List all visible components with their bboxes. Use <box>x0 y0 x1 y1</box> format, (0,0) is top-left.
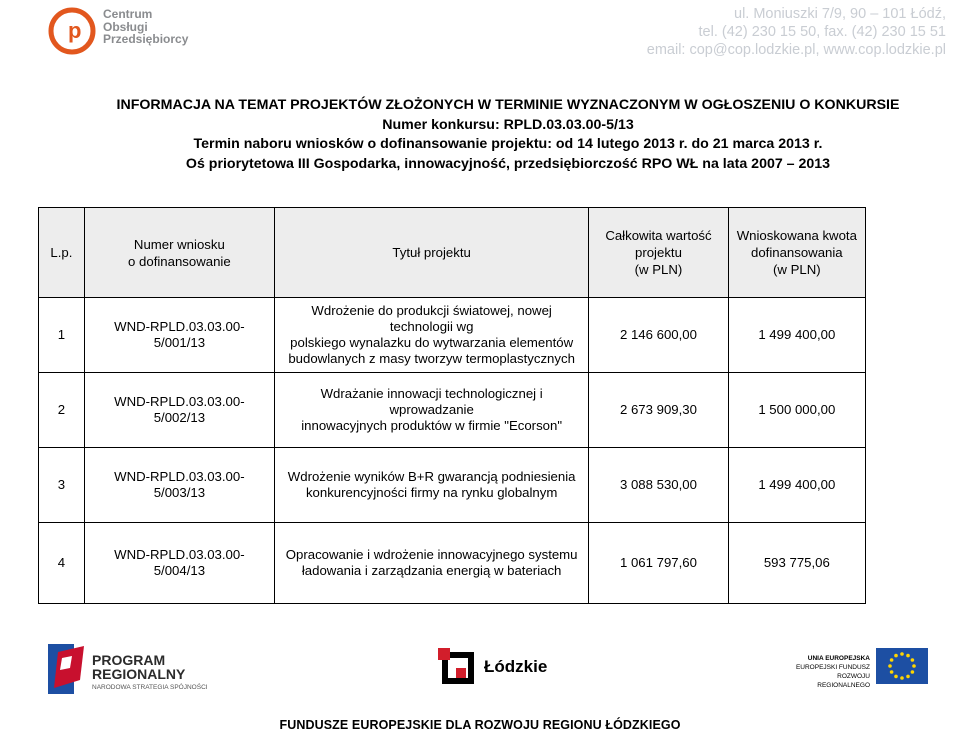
cell-tytul <box>274 448 588 523</box>
header-text: Numer wniosku <box>133 236 225 252</box>
cell-kwota: 1 499 400,00 <box>728 298 865 373</box>
cell-wartosc: 3 088 530,00 <box>589 448 728 523</box>
eu-line: EUROPEJSKI FUNDUSZ <box>795 664 870 671</box>
lodzkie-text: Łódzkie <box>484 657 548 676</box>
header-text: Wnioskowana kwota <box>736 228 857 243</box>
announcement-titles <box>0 96 960 174</box>
tytul-line: Wdrożenie wyników B+R gwarancją podniesienia <box>287 469 576 484</box>
col-header-lp: L.p. <box>39 208 85 298</box>
cell-wartosc: 2 673 909,30 <box>589 373 728 448</box>
contact-line: email: cop@cop.lodzkie.pl, www.cop.lodzkie.pl <box>646 42 946 58</box>
cell-tytul <box>274 523 588 604</box>
tytul-line: Opracowanie i wdrożenie innowacyjnego systemu <box>285 547 578 562</box>
eu-flag-icon <box>876 648 928 684</box>
tytul-line: Wdrożenie do produkcji światowej, nowej technologii wg <box>311 303 552 334</box>
table-row <box>39 523 866 604</box>
footer-funds-text: FUNDUSZE EUROPEJSKIE DLA ROZWOJU REGIONU ŁÓDZKIEGO <box>279 718 681 732</box>
cell-lp: 4 <box>39 523 85 604</box>
cell-numer: WND-RPLD.03.03.00-5/003/13 <box>84 448 274 523</box>
cop-logo-text <box>103 8 188 46</box>
svg-text:p: p <box>68 18 82 43</box>
header-text: (w PLN) <box>773 262 821 277</box>
eu-logo <box>788 644 933 690</box>
program-regionalny-logo <box>44 640 219 698</box>
lodzkie-logo <box>438 648 548 688</box>
cell-wartosc: 1 061 797,60 <box>589 523 728 604</box>
cell-tytul <box>274 373 588 448</box>
eu-line: UNIA EUROPEJSKA <box>807 655 870 662</box>
cell-lp: 3 <box>39 448 85 523</box>
tytul-line: polskiego wynalazku do wytwarzania elementów <box>290 335 574 350</box>
lodzkie-icon <box>438 648 478 688</box>
col-header-wartosc <box>589 208 728 298</box>
title-deadline: Termin naboru wniosków o dofinansowanie projektu: od 14 lutego 2013 r. do 21 marca 2013 r. <box>193 136 823 152</box>
program-regionalny-icon <box>44 640 88 698</box>
logo-line-2: Obsługi <box>103 19 148 34</box>
header-text: (w PLN) <box>634 262 683 277</box>
tytul-line: innowacyjnych produktów w firmie "Ecorson" <box>301 418 563 433</box>
projects-table <box>38 207 866 604</box>
cell-lp: 2 <box>39 373 85 448</box>
table-header-row <box>39 208 866 298</box>
header-text: dofinansowania <box>750 245 843 260</box>
title-contest-number: Numer konkursu: RPLD.03.03.00-5/13 <box>382 116 634 133</box>
col-header-tytul: Tytuł projektu <box>274 208 588 298</box>
cell-tytul <box>274 298 588 373</box>
eu-line: ROZWOJU REGIONALNEGO <box>817 673 870 689</box>
cell-numer: WND-RPLD.03.03.00-5/001/13 <box>84 298 274 373</box>
header-text: o dofinansowanie <box>128 253 231 269</box>
cell-kwota: 593 775,06 <box>728 523 865 604</box>
cell-lp: 1 <box>39 298 85 373</box>
address-block <box>647 5 946 59</box>
header-text: Całkowita wartość <box>605 228 712 243</box>
program-subtitle: NARODOWA STRATEGIA SPÓJNOŚCI <box>92 684 208 691</box>
program-line: REGIONALNY <box>92 666 186 682</box>
cell-numer: WND-RPLD.03.03.00-5/004/13 <box>84 523 274 604</box>
cell-kwota: 1 500 000,00 <box>728 373 865 448</box>
header-text: projektu <box>635 245 682 260</box>
title-main: INFORMACJA NA TEMAT PROJEKTÓW ZŁOŻONYCH W TERMINIE WYZNACZONYM W OGŁOSZENIU O KONKURSIE <box>116 97 900 113</box>
logo-line-3: Przedsiębiorcy <box>103 32 189 46</box>
table-row <box>39 448 866 523</box>
cell-wartosc: 2 146 600,00 <box>589 298 728 373</box>
program-line: PROGRAM <box>92 652 166 668</box>
table-row <box>39 373 866 448</box>
logo-line-1: Centrum <box>103 7 153 21</box>
col-header-kwota <box>728 208 865 298</box>
cell-numer: WND-RPLD.03.03.00-5/002/13 <box>84 373 274 448</box>
tytul-line: Wdrażanie innowacji technologicznej i wprowadzanie <box>320 386 543 417</box>
tytul-line: ładowania i zarządzania energią w bateriach <box>301 563 562 578</box>
title-priority-axis: Oś priorytetowa III Gospodarka, innowacyjność, przedsiębiorczość RPO WŁ na lata 2007 – 2013 <box>185 155 831 172</box>
col-header-numer <box>84 208 274 298</box>
cell-kwota: 1 499 400,00 <box>728 448 865 523</box>
address-line: ul. Moniuszki 7/9, 90 – 101 Łódź, <box>734 6 946 22</box>
phone-line: tel. (42) 230 15 50, fax. (42) 230 15 51 <box>698 24 946 40</box>
tytul-line: konkurencyjności firmy na rynku globalnym <box>305 485 558 500</box>
table-row <box>39 298 866 373</box>
tytul-line: budowlanych z masy tworzyw termoplastycznych <box>288 351 575 366</box>
